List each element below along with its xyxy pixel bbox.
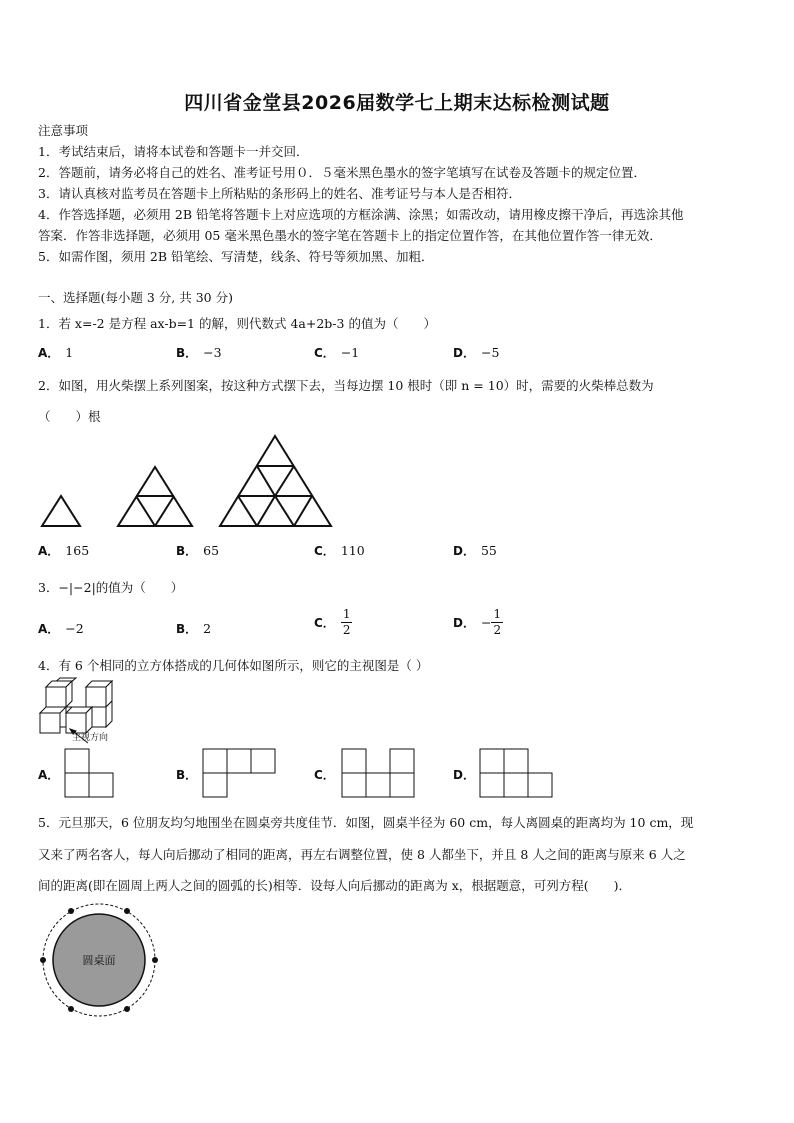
q4-option-c: C．	[314, 768, 335, 782]
q2-option-b: B． 65	[176, 543, 220, 558]
q2-option-c: C． 110	[314, 543, 365, 558]
q3-expression: −|−2|	[58, 580, 96, 595]
notice-item-2: 2．答题前，请务必将自己的姓名、准考证号用０．５毫米黑色墨水的签字笔填写在试卷及答题卡的规定位置．	[38, 165, 646, 180]
table-label: 圆桌面	[82, 954, 116, 967]
q3-option-d: D． − $\frac{1}{2}$	[453, 607, 502, 637]
view-direction-label: 主视方向	[72, 733, 109, 743]
q3-option-b: B． 2	[176, 621, 212, 636]
notice-item-1: 1．考试结束后，请将本试卷和答题卡一并交回．	[38, 144, 309, 159]
fraction-one-half: $\frac{1}{2}$	[493, 607, 502, 637]
q1-option-a: A． 1	[38, 345, 74, 360]
q3-option-a: A． −2	[38, 621, 84, 636]
q3-option-c: C． $\frac{1}{2}$	[314, 607, 351, 637]
q2-option-d: D． 55	[453, 543, 497, 558]
notice-item-5: 5．如需作图，须用 2B 铅笔绘、写清楚，线条、符号等须加黑、加粗．	[38, 249, 434, 264]
q1-option-b: B． −3	[176, 345, 222, 360]
notice-item-4-cont: 答案．作答非选择题，必须用 05 毫米黑色墨水的签字笔在答题卡上的指定位置作答，在其他位置作答一律无效．	[38, 228, 662, 243]
q1-stem: 1．若 x=-2 是方程 ax-b=1 的解，则代数式 4a+2b-3 的值为（ ）	[38, 316, 436, 331]
q1-option-d: D． −5	[453, 345, 500, 360]
page-title: 四川省金堂县2026届数学七上期末达标检测试题	[184, 92, 610, 114]
q2-stem-cont: （ ）根	[38, 409, 101, 424]
notice-item-4: 4．作答选择题，必须用 2B 铅笔将答题卡上对应选项的方框涂满、涂黑；如需改动，请用橡皮擦干净后，再选涂其他	[38, 207, 684, 222]
q5-stem-line3: 间的距离(即在圆周上两人之间的圆弧的长)相等．设每人向后挪动的距离为 x，根据题意，可列方程( )．	[38, 878, 632, 893]
q1-option-c: C． −1	[314, 345, 360, 360]
q5-stem-line2: 又来了两名客人，每人向后挪动了相同的距离，再左右调整位置，使 8 人都坐下，并且 8 人之间的距离与原来 6 人之	[38, 847, 686, 862]
notice-heading: 注意事项	[38, 123, 89, 138]
q4-option-d: D．	[453, 768, 475, 782]
q2-option-a: A． 165	[38, 543, 90, 558]
q4-option-b: B．	[176, 768, 198, 782]
q2-stem: 2．如图，用火柴摆上系列图案，按这种方式摆下去，当每边摆 10 根时（即 n = 10）时，需要的火柴棒总数为	[38, 378, 654, 393]
notice-item-3: 3．请认真核对监考员在答题卡上所粘贴的条形码上的姓名、准考证号与本人是否相符．	[38, 186, 521, 201]
q5-stem-line1: 5．元旦那天，6 位朋友均匀地围坐在圆桌旁共度佳节．如图，圆桌半径为 60 cm，每人离圆桌的距离均为 10 cm，现	[38, 815, 694, 830]
fraction-one-half: $\frac{1}{2}$	[342, 607, 351, 637]
q4-option-a: A．	[38, 768, 60, 782]
q3-stem: 3．−|−2|的值为（ ）	[38, 580, 184, 595]
q4-stem: 4．有 6 个相同的立方体搭成的几何体如图所示，则它的主视图是（ ）	[38, 658, 429, 673]
section-heading: 一、选择题(每小题 3 分, 共 30 分)	[38, 290, 233, 305]
